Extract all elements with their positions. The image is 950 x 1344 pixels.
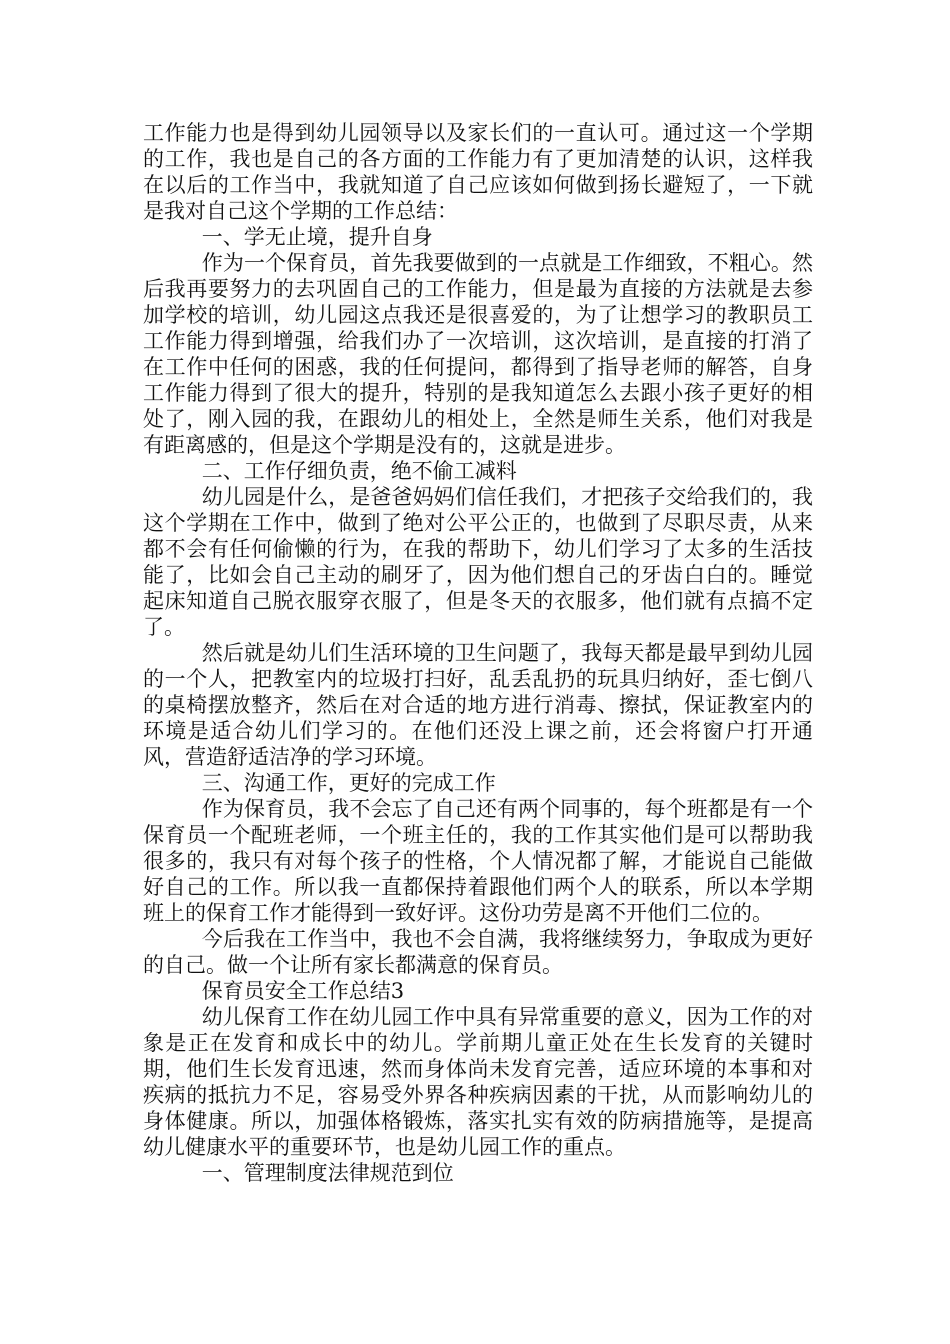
paragraph-responsibility: 幼儿园是什么，是爸爸妈妈们信任我们，才把孩子交给我们的，我这个学期在工作中，做到了绝对公平公正的，也做到了尽职尽责，从来都不会有任何偷懒的行为，在我的帮助下，幼儿们学习了太多的生活技能了，比如会自己主动的刷牙了，因为他们想自己的牙齿白白的。睡觉起床知道自己脱衣服穿衣服了，但是冬天的衣服多，他们就有点搞不定了。	[143, 485, 813, 639]
paragraph-hygiene: 然后就是幼儿们生活环境的卫生问题了，我每天都是最早到幼儿园的一个人，把教室内的垃圾打扫好，乱丢乱扔的玩具归纳好，歪七倒八的桌椅摆放整齐，然后在对合适的地方进行消毒、擦拭，保证教室内的环境是适合幼儿们学习的。在他们还没上课之前，还会将窗户打开通风，营造舒适洁净的学习环境。	[143, 641, 813, 769]
section-heading-management: 一、管理制度法律规范到位	[201, 1161, 454, 1185]
section-heading-1: 一、学无止境，提升自身	[201, 225, 433, 249]
section-heading-3: 三、沟通工作，更好的完成工作	[201, 771, 496, 795]
article-title-3: 保育员安全工作总结3	[201, 979, 405, 1003]
paragraph-communication: 作为保育员，我不会忘了自己还有两个同事的，每个班都是有一个保育员一个配班老师，一个班主任的，我的工作其实他们是可以帮助我很多的，我只有对每个孩子的性格，个人情况都了解，才能说自己能做好自己的工作。所以我一直都保持着跟他们两个人的联系，所以本学期班上的保育工作才能得到一致好评。这份功劳是离不开他们二位的。	[143, 797, 813, 925]
paragraph-intro: 工作能力也是得到幼儿园领导以及家长们的一直认可。通过这一个学期的工作，我也是自己的各方面的工作能力有了更加清楚的认识，这样我在以后的工作当中，我就知道了自己应该如何做到扬长避短了，一下就是我对自己这个学期的工作总结：	[143, 121, 813, 223]
section-heading-2: 二、工作仔细负责，绝不偷工减料	[201, 459, 517, 483]
document-body	[143, 120, 813, 1186]
paragraph-learning: 作为一个保育员，首先我要做到的一点就是工作细致，不粗心。然后我再要努力的去巩固自己的工作能力，但是最为直接的方法就是去参加学校的培训，幼儿园这点我还是很喜爱的，为了让想学习的教职员工工作能力得到增强，给我们办了一次培训，这次培训，是直接的打消了在工作中任何的困惑，我的任何提问，都得到了指导老师的解答，自身工作能力得到了很大的提升，特别的是我知道怎么去跟小孩子更好的相处了，刚入园的我，在跟幼儿的相处上，全然是师生关系，他们对我是有距离感的，但是这个学期是没有的，这就是进步。	[143, 251, 813, 457]
paragraph-future: 今后我在工作当中，我也不会自满，我将继续努力，争取成为更好的自己。做一个让所有家长都满意的保育员。	[143, 927, 813, 977]
paragraph-childcare-importance: 幼儿保育工作在幼儿园工作中具有异常重要的意义，因为工作的对象是正在发育和成长中的幼儿。学前期儿童正处在生长发育的关键时期，他们生长发育迅速，然而身体尚未发育完善，适应环境的本事和对疾病的抵抗力不足，容易受外界各种疾病因素的干扰，从而影响幼儿的身体健康。所以，加强体格锻炼，落实扎实有效的防病措施等，是提高幼儿健康水平的重要环节，也是幼儿园工作的重点。	[143, 1005, 813, 1159]
